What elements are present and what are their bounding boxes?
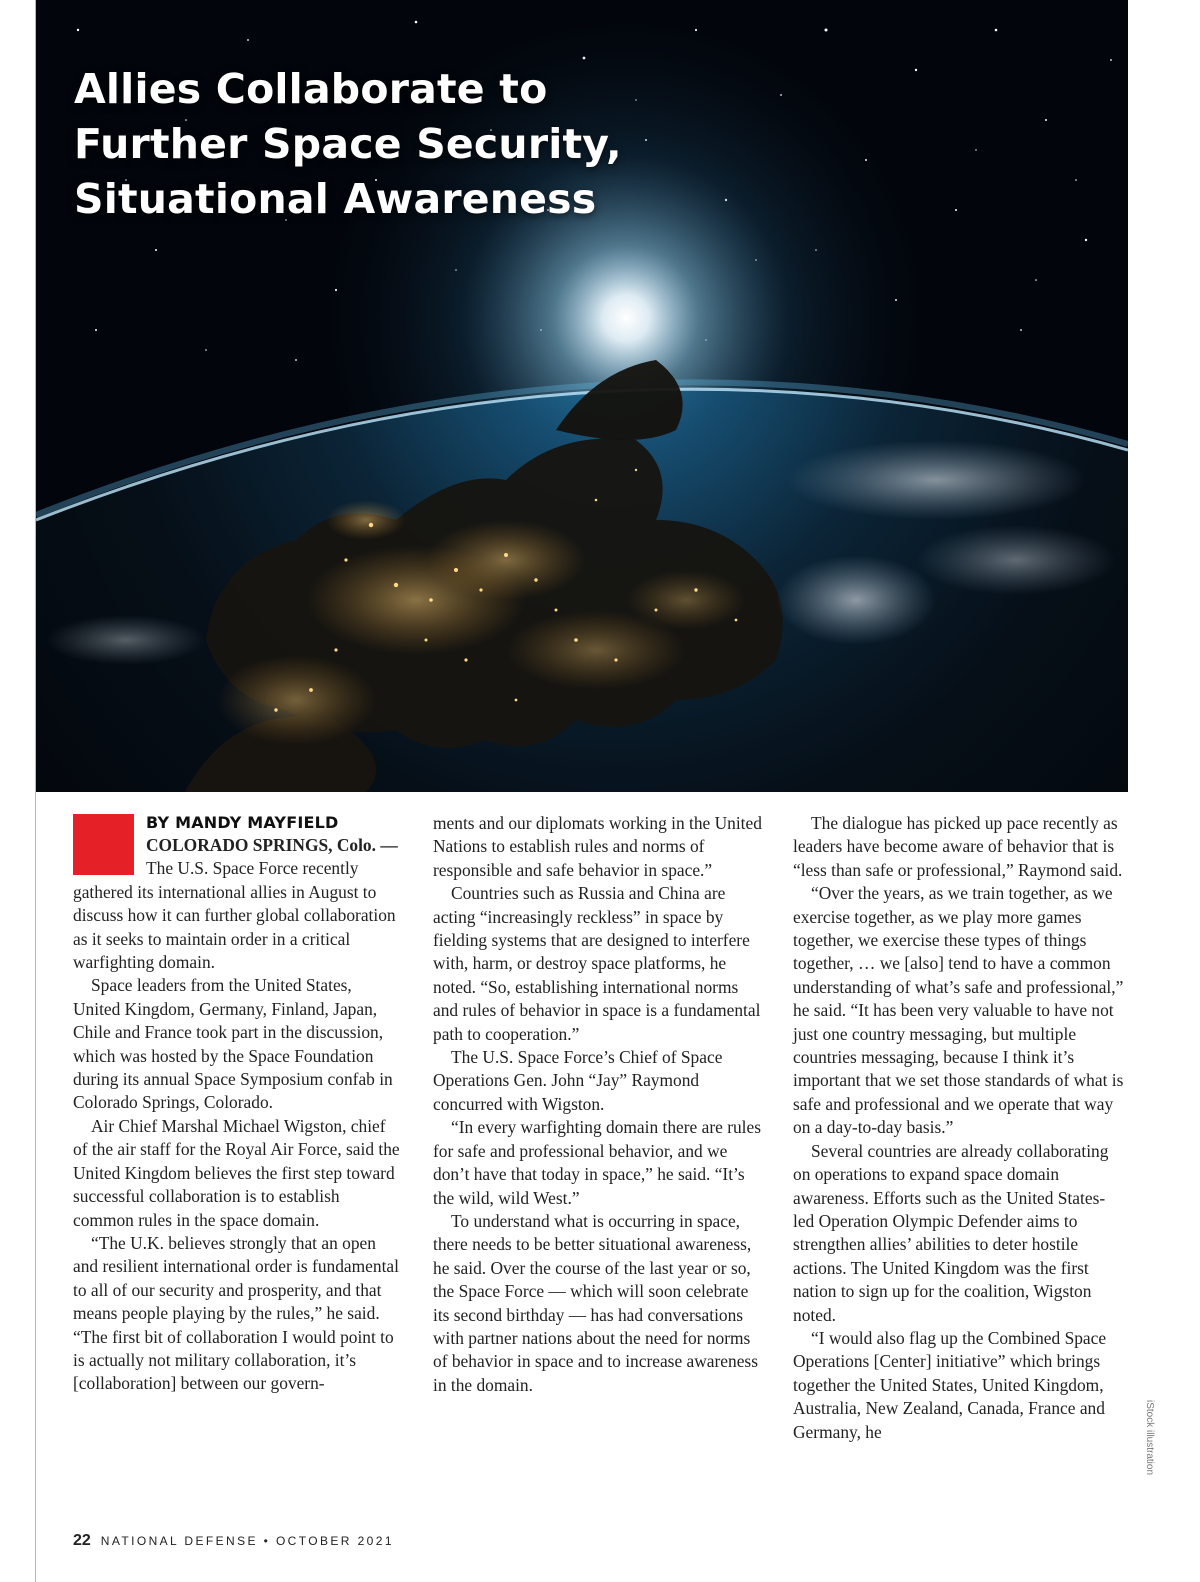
article-column-3 <box>793 812 1125 1444</box>
earth-from-space-photo <box>36 0 1128 792</box>
paragraph: The U.S. Space Force’s Chief of Space Operations Gen. John “Jay” Raymond concurred with Wigston. <box>433 1047 723 1114</box>
headline-line-1: Allies Collaborate to <box>74 65 548 113</box>
headline-line-2: Further Space Security, <box>74 120 622 168</box>
paragraph-1-text: The U.S. Space Force recently gathered its international allies in August to discuss how it can further global collaboration as it seeks to maintain order in a critical warfighting domain. <box>73 858 396 973</box>
paragraph: “I would also flag up the Combined Space Operations [Center] initiative” which brings together the United States, United Kingdom, Australia, New Zealand, Canada, France and Germany, he <box>793 1327 1107 1442</box>
dateline: COLORADO SPRINGS, Colo. — <box>146 835 398 855</box>
article-headline <box>74 62 674 227</box>
section-marker-block <box>73 814 134 875</box>
paragraph: The dialogue has picked up pace recently as leaders have become aware of behavior that is “less than safe or professional,” Raymond said. <box>793 813 1123 880</box>
paragraph: “Over the years, as we train together, as we exercise together, as we play more games together, we exercise these types of things together, … we [also] tend to have a common understanding of what’s safe and professional,” he said. “It has been very valuable to have not just one country messaging, but multiple countries messaging, because I think it’s important that we set those standards of what is safe and professional and we operate that way on a day-to-day basis.” <box>793 883 1124 1138</box>
page-number: 22 <box>73 1532 91 1549</box>
paragraph: Air Chief Marshal Michael Wigston, chief of the air staff for the Royal Air Force, said the United Kingdom believes the first step toward successful collaboration is to establish common rules in the space domain. <box>73 1115 400 1230</box>
paragraph-continued: ments and our diplomats working in the United Nations to establish rules and norms of responsible and safe behavior in space.” <box>433 813 762 880</box>
paragraph: Several countries are already collaborating on operations to expand space domain awareness. Efforts such as the United States-led Operation Olympic Defender aims to strengthen allies’ abilities to deter hostile actions. The United Kingdom was the first nation to sign up for the coalition, Wigston noted. <box>793 1140 1109 1325</box>
paragraph: “The U.K. believes strongly that an open and resilient international order is fundamental to all of our security and prosperity, and that means people playing by the rules,” he said. “The first bit of collaboration I would point to is actually not military collaboration, it’s [collaboration] between our govern- <box>73 1232 399 1394</box>
article-column-2 <box>433 812 763 1397</box>
page-footer <box>73 1532 394 1550</box>
paragraph: To understand what is occurring in space, there needs to be better situational awareness, he said. Over the course of the last year or so, the Space Force — which will soon celebrate its second birthday — has had conversations with partner nations about the need for norms of behavior in space and to increase awareness in the domain. <box>433 1210 758 1395</box>
headline-line-3: Situational Awareness <box>74 175 597 223</box>
paragraph: “In every warfighting domain there are rules for safe and professional behavior, and we don’t have that today in space,” he said. “It’s the wild, wild West.” <box>433 1117 761 1208</box>
paragraph: Countries such as Russia and China are acting “increasingly reckless” in space by fielding systems that are designed to interfere with, harm, or destroy space platforms, he noted. “So, establishing international norms and rules of behavior in space is a fundamental path to cooperation.” <box>433 883 761 1044</box>
article-column-1 <box>73 812 403 1396</box>
byline: BY MANDY MAYFIELD <box>146 813 339 832</box>
publication-issue: NATIONAL DEFENSE • OCTOBER 2021 <box>100 1534 394 1548</box>
paragraph: Space leaders from the United States, United Kingdom, Germany, Finland, Japan, Chile and France took part in the discussion, which was hosted by the Space Foundation during its annual Space Symposium confab in Colorado Springs, Colorado. <box>73 975 393 1113</box>
photo-credit: iStock illustration <box>1144 1400 1155 1476</box>
